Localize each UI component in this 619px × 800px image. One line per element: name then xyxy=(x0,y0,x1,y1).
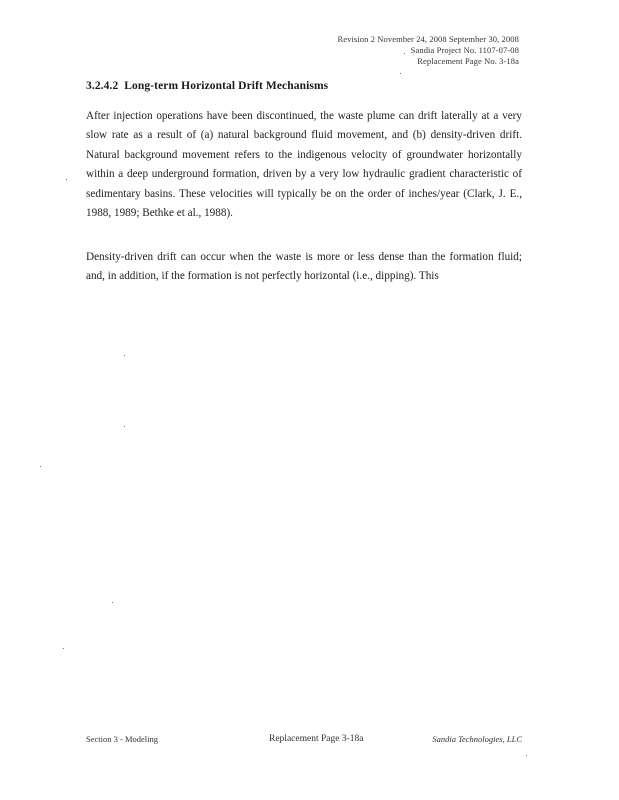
body-paragraph: After injection operations have been discontinued, the waste plume can drift laterally at a very slow rate as a result of (a) natural background fluid movement, and (b) density-driven drift. Natural background movement refers to the indigenous velocity of groundwater horizontally within a deep underground formation, driven by a very low hydraulic gradient characteristic of sedimentary basins. These velocities will typically be on the order of inches/year (Clark, J. E., 1988, 1989; Bethke et al., 1988). xyxy=(86,110,522,220)
section-title: Long-term Horizontal Drift Mechanisms xyxy=(124,80,329,92)
scan-speck xyxy=(400,73,401,74)
header-page: Replacement Page No. 3-18a xyxy=(417,56,519,66)
page-footer xyxy=(86,734,522,748)
header-project: Sandia Project No. 1107-07-08 xyxy=(410,45,519,55)
scan-speck xyxy=(40,466,41,467)
page-header xyxy=(337,34,519,67)
footer-section: Section 3 - Modeling xyxy=(86,734,159,744)
scan-speck xyxy=(124,426,125,427)
footer-company: Sandia Technologies, LLC xyxy=(432,734,522,744)
scan-speck xyxy=(66,179,67,180)
scan-speck xyxy=(63,648,64,649)
scan-speck xyxy=(124,355,125,356)
header-revision: Revision 2 November 24, 2008 September 30, 2008 xyxy=(337,34,519,44)
section-number: 3.2.4.2 xyxy=(86,80,119,92)
footer-page: Replacement Page 3-18a xyxy=(269,734,364,744)
body-paragraph: Density-driven drift can occur when the waste is more or less dense than the formation fluid; and, in addition, if the formation is not perfectly horizontal (i.e., dipping). This xyxy=(86,251,522,283)
scan-speck xyxy=(112,602,113,603)
section-heading xyxy=(86,80,328,92)
scan-speck xyxy=(526,755,527,756)
